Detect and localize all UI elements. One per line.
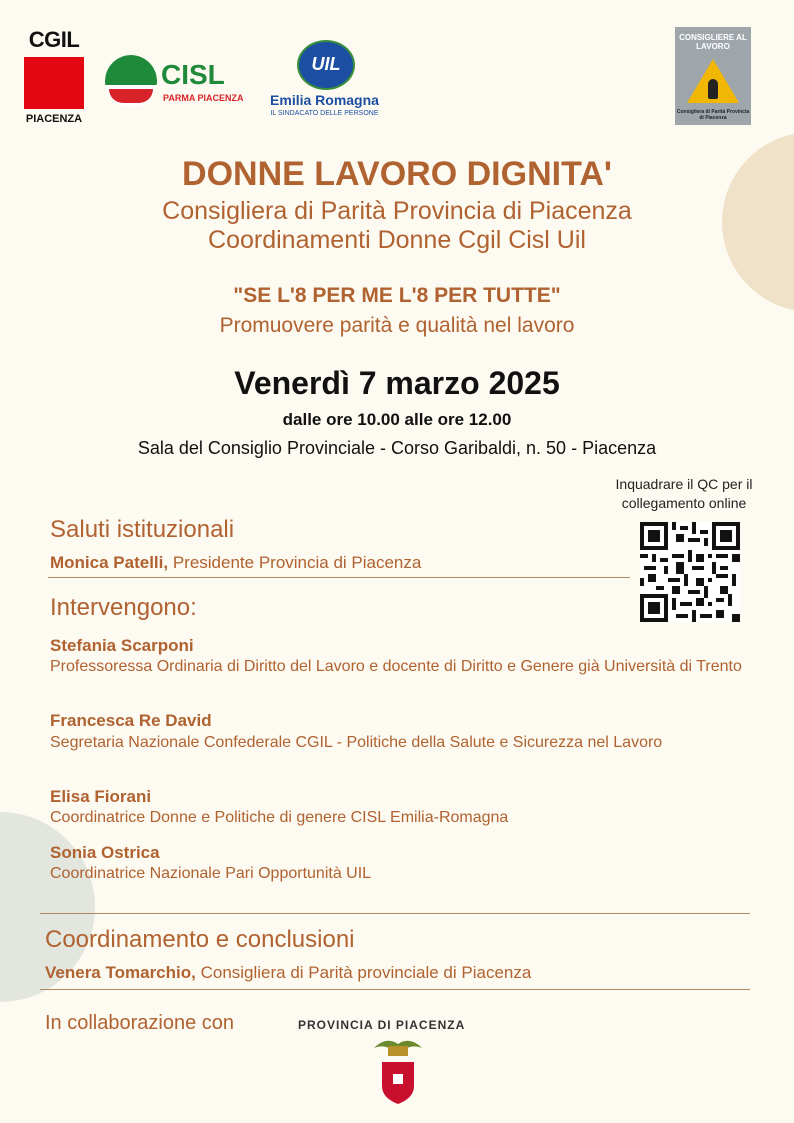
consigliere-logo-title: CONSIGLIERE AL LAVORO <box>679 33 747 51</box>
uil-globe-icon <box>297 40 355 90</box>
uil-logo-name: UIL <box>311 54 341 74</box>
event-date: Venerdì 7 marzo 2025 <box>234 365 560 401</box>
consigliere-logo-caption: Consigliera di Parità Provincia di Piacenza <box>676 109 750 121</box>
cisl-logo-name: CISL <box>161 59 225 90</box>
uil-logo-tagline: IL SINDACATO DELLE PERSONE <box>270 110 379 117</box>
slogan-subtitle: Promuovere parità e qualità nel lavoro <box>219 314 575 337</box>
cisl-logo <box>105 55 250 111</box>
speaker-role: Segretaria Nazionale Confederale CGIL - Politiche della Salute e Sicurezza nel Lavoro <box>50 734 663 751</box>
greetings-entry <box>50 553 421 573</box>
qr-instructions-line1: Inquadrare il QC per il <box>615 476 753 492</box>
cgil-logo <box>22 27 86 125</box>
divider <box>48 577 630 578</box>
subtitle-coordinamenti: Coordinamenti Donne Cgil Cisl Uil <box>208 226 586 254</box>
conclusions-heading: Coordinamento e conclusioni <box>45 926 355 953</box>
slogan: "SE L'8 PER ME L'8 PER TUTTE" <box>233 284 561 307</box>
conclusions-entry <box>45 963 531 983</box>
divider <box>40 913 750 914</box>
subtitle-consigliera: Consigliera di Parità Provincia di Piacenza <box>162 197 632 225</box>
uil-logo <box>262 40 387 122</box>
woman-figure-icon <box>708 79 718 99</box>
consigliere-logo <box>675 27 751 125</box>
greetings-heading: Saluti istituzionali <box>50 516 235 543</box>
cgil-logo-name: CGIL <box>28 27 80 52</box>
province-name: PROVINCIA DI PIACENZA <box>298 1018 466 1032</box>
cisl-logo-city: PARMA PIACENZA <box>163 93 244 103</box>
cgil-logo-city: PIACENZA <box>25 113 83 125</box>
speakers-heading: Intervengono: <box>50 594 197 621</box>
cgil-logo-mark <box>24 57 84 109</box>
qr-code[interactable] <box>640 522 740 622</box>
qr-instructions-line2: collegamento online <box>621 495 747 511</box>
speaker-name: Sonia Ostrica <box>50 843 160 862</box>
event-time: dalle ore 10.00 alle ore 12.00 <box>282 410 512 429</box>
greetings-name: Monica Patelli, <box>50 553 169 572</box>
collaboration-label: In collaborazione con <box>45 1012 235 1034</box>
speaker-role: Coordinatrice Donne e Politiche di genere CISL Emilia-Romagna <box>50 809 509 826</box>
speaker-role: Coordinatrice Nazionale Pari Opportunità UIL <box>50 865 372 882</box>
conclusions-name: Venera Tomarchio, <box>45 963 196 982</box>
qr-instructions <box>600 475 768 513</box>
greetings-role: Presidente Provincia di Piacenza <box>168 553 422 572</box>
province-crest-icon <box>368 1034 428 1106</box>
speaker-name: Elisa Fiorani <box>50 787 152 806</box>
conclusions-role: Consigliera di Parità provinciale di Piacenza <box>195 963 532 982</box>
speaker-name: Francesca Re David <box>50 711 212 730</box>
divider <box>40 989 750 990</box>
uil-logo-region: Emilia Romagna <box>270 92 379 108</box>
speaker-role: Professoressa Ordinaria di Diritto del Lavoro e docente di Diritto e Genere già Università di Trento <box>50 658 742 675</box>
cisl-logo-mark <box>105 55 157 107</box>
event-venue: Sala del Consiglio Provinciale - Corso Garibaldi, n. 50 - Piacenza <box>137 438 657 458</box>
page-title: DONNE LAVORO DIGNITA' <box>182 155 612 193</box>
speaker-name: Stefania Scarponi <box>50 636 194 655</box>
